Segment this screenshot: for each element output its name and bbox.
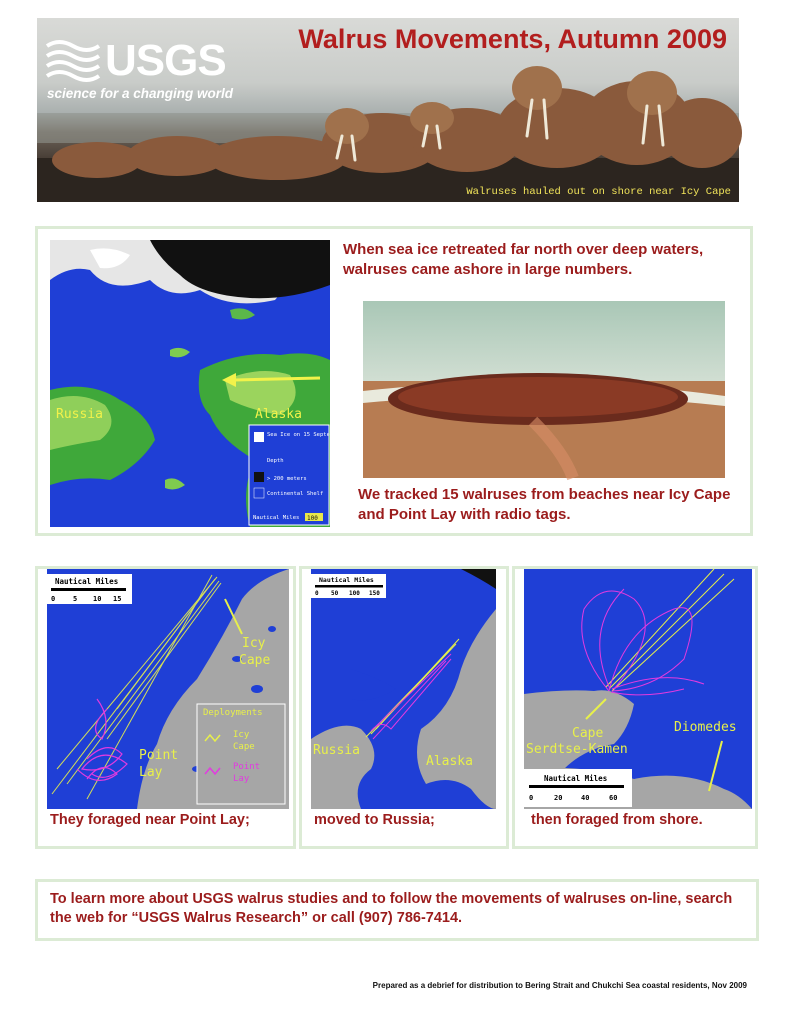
legend-lay: Lay	[233, 774, 250, 784]
scale-tick-3: 15	[113, 595, 122, 603]
scale-tick-1: 50	[331, 590, 339, 597]
map-serdtse-kamen	[524, 569, 752, 809]
legend-icy: Icy	[233, 730, 250, 740]
label-alaska: Alaska	[255, 407, 302, 422]
info-panel	[35, 879, 759, 941]
scale-tick-2: 40	[581, 794, 590, 802]
header-banner	[37, 18, 739, 202]
label-serdtse: Serdtse-Kamen	[526, 742, 628, 757]
overview-panel	[35, 226, 753, 536]
photo-caption: Walruses hauled out on shore near Icy Cape	[466, 186, 731, 198]
tracking-text: We tracked 15 walruses from beaches near Icy Cape and Point Lay with radio tags.	[358, 486, 731, 523]
caption-point-lay: They foraged near Point Lay;	[50, 812, 250, 828]
legend-sea-ice: Sea Ice on 15 September	[267, 432, 344, 438]
scale-title: Nautical Miles	[55, 577, 119, 586]
legend-deep: > 200 meters	[267, 476, 307, 482]
deep-swatch	[254, 472, 264, 482]
label-cape: Cape	[239, 653, 271, 668]
label-russia: Russia	[313, 743, 360, 758]
intro-text: When sea ice retreated far north over deep waters, walruses came ashore in large numbers.	[343, 241, 704, 278]
scale-tick-2: 100	[349, 590, 360, 597]
legend-title: Deployments	[203, 708, 263, 718]
page-title: Walrus Movements, Autumn 2009	[298, 24, 727, 54]
scale-tick-1: 5	[73, 595, 78, 603]
scale-tick-0: 0	[51, 595, 56, 603]
legend-cape: Cape	[233, 742, 255, 752]
shelf-swatch	[254, 488, 264, 498]
legend-point: Point	[233, 762, 261, 772]
map-point-lay	[47, 569, 289, 809]
legend-shelf: Continental Shelf	[267, 491, 324, 497]
scale-tick-0: 0	[529, 794, 534, 802]
map-panel-russia	[299, 566, 509, 849]
scale-tick-2: 10	[93, 595, 102, 603]
scale-tick-3: 60	[609, 794, 618, 802]
label-icy: Icy	[242, 636, 266, 651]
label-lay: Lay	[139, 765, 163, 780]
label-point: Point	[139, 748, 179, 763]
map-russia	[311, 569, 496, 809]
label-russia: Russia	[56, 407, 103, 422]
usgs-tagline: science for a changing world	[47, 86, 234, 101]
caption-russia: moved to Russia;	[314, 812, 435, 828]
sea-ice-swatch	[254, 432, 264, 442]
arrow-line	[235, 378, 320, 380]
legend-scale-label: Nautical Miles	[253, 515, 300, 521]
caption-shore: then foraged from shore.	[531, 812, 703, 828]
legend-scale-value: 100	[307, 515, 318, 522]
overview-map	[50, 240, 344, 527]
usgs-logo-text: USGS	[105, 36, 226, 85]
scale-tick-1: 20	[554, 794, 563, 802]
footer-note: Prepared as a debrief for distribution to Bering Strait and Chukchi Sea coastal residents, Nov 2009	[372, 981, 747, 990]
beach-photo	[363, 301, 725, 478]
scale-title: Nautical Miles	[544, 774, 608, 783]
info-text: To learn more about USGS walrus studies and to follow the movements of walruses on-line, search the web for “USGS Walrus Research” or call (907) 786-7414.	[50, 891, 733, 926]
scale-title: Nautical Miles	[319, 576, 374, 584]
label-diomedes: Diomedes	[674, 720, 737, 735]
legend-depth-title: Depth	[267, 458, 284, 464]
scale-tick-0: 0	[315, 590, 319, 597]
map-panel-serdtse-kamen	[512, 566, 758, 849]
label-alaska: Alaska	[426, 754, 473, 769]
map-panel-point-lay	[35, 566, 296, 849]
deployments-legend	[197, 704, 285, 804]
scale-tick-3: 150	[369, 590, 380, 597]
usgs-logo	[45, 30, 234, 110]
label-cape: Cape	[572, 726, 604, 741]
usgs-wave-icon	[45, 36, 101, 80]
